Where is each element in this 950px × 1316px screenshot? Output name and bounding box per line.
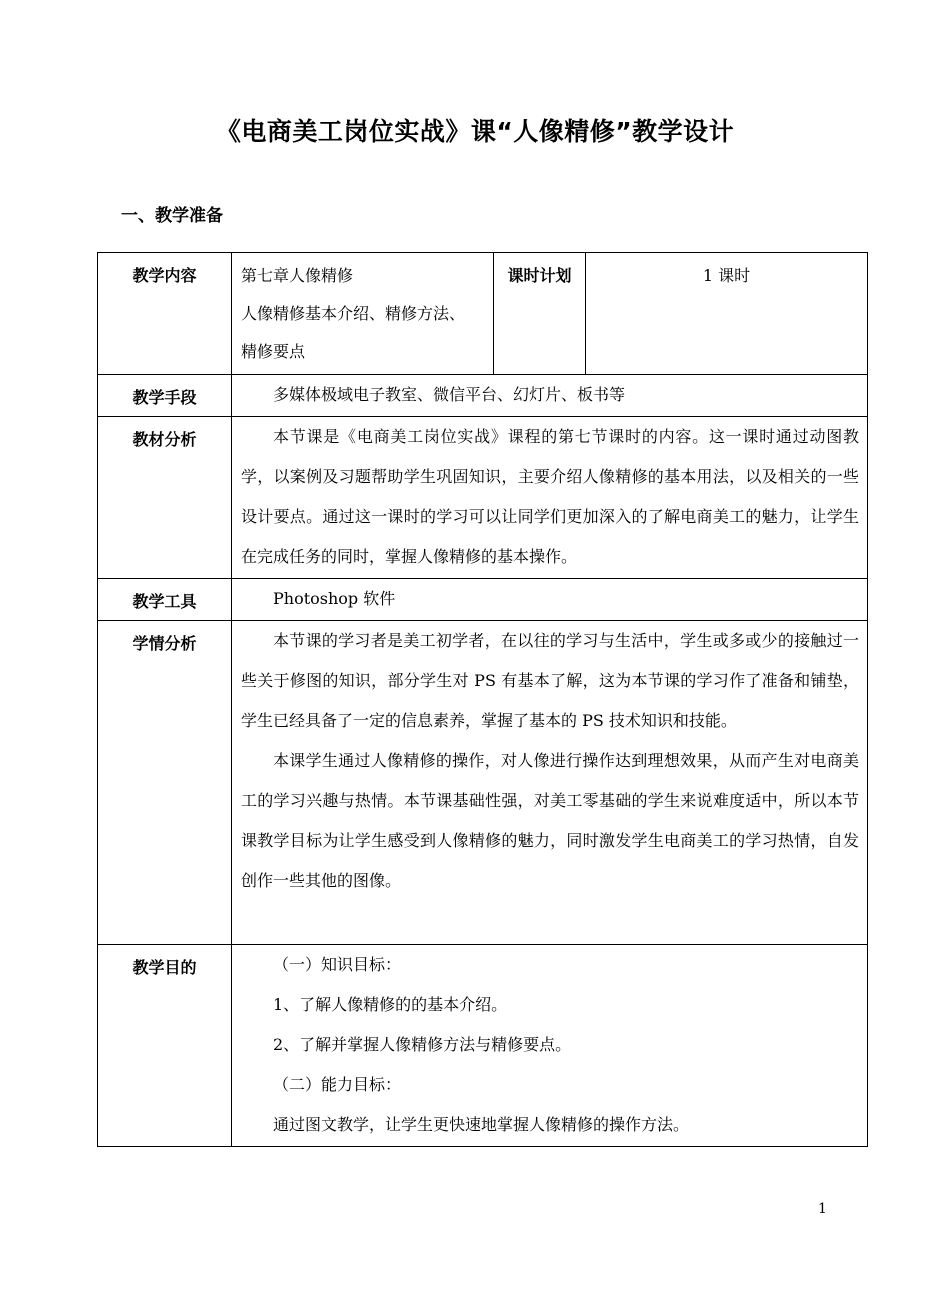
row-means bbox=[98, 375, 868, 417]
material-text: 本节课是《电商美工岗位实战》课程的第七节课时的内容。这一课时通过动图教学，以案例及习题帮助学生巩固知识，主要介绍人像精修的基本用法，以及相关的一些设计要点。通过这一课时的学习可以让同学们更加深入的了解电商美工的魅力，让学生在完成任务的同时，掌握人像精修的基本操作。 bbox=[232, 417, 868, 579]
content-cell bbox=[232, 253, 494, 375]
teaching-plan-table bbox=[97, 252, 868, 1147]
row-content bbox=[98, 253, 868, 375]
knowledge-heading: （一）知识目标： bbox=[273, 955, 402, 974]
label-goals: 教学目的 bbox=[98, 945, 232, 1147]
goal-item-1: 1、了解人像精修的的基本介绍。 bbox=[273, 995, 508, 1014]
label-means: 教学手段 bbox=[98, 375, 232, 417]
means-text: 多媒体极域电子教室、微信平台、幻灯片、板书等 bbox=[232, 375, 868, 417]
content-line-1: 第七章人像精修 bbox=[241, 266, 354, 285]
students-para-2: 本课学生通过人像精修的操作，对人像进行操作达到理想效果，从而产生对电商美工的学习兴趣与热情。本节课基础性强，对美工零基础的学生来说难度适中，所以本节课教学目标为让学生感受到人像精修的魅力，同时激发学生电商美工的学习热情，自发创作一些其他的图像。 bbox=[241, 751, 859, 890]
label-plan: 课时计划 bbox=[494, 253, 586, 375]
row-material bbox=[98, 417, 868, 579]
ability-heading: （二）能力目标： bbox=[273, 1075, 402, 1094]
ability-text: 通过图文教学，让学生更快速地掌握人像精修的操作方法。 bbox=[273, 1115, 690, 1134]
label-content: 教学内容 bbox=[98, 253, 232, 375]
plan-value: 1 课时 bbox=[586, 253, 868, 375]
row-students bbox=[98, 621, 868, 945]
content-line-2: 人像精修基本介绍、精修方法、 bbox=[241, 304, 466, 323]
content-line-3: 精修要点 bbox=[241, 342, 306, 361]
row-goals bbox=[98, 945, 868, 1147]
students-para-1: 本节课的学习者是美工初学者，在以往的学习与生活中，学生或多或少的接触过一些关于修图的知识，部分学生对 PS 有基本了解，这为本节课的学习作了准备和铺垫，学生已经具备了一定的信息素养，掌握了基本的 PS 技术知识和技能。 bbox=[241, 631, 859, 730]
goals-cell bbox=[232, 945, 868, 1147]
students-cell bbox=[232, 621, 868, 945]
label-material: 教材分析 bbox=[98, 417, 232, 579]
label-students: 学情分析 bbox=[98, 621, 232, 945]
page-number: 1 bbox=[818, 1201, 827, 1217]
label-tools: 教学工具 bbox=[98, 579, 232, 621]
section-heading: 一、教学准备 bbox=[121, 206, 223, 226]
row-tools bbox=[98, 579, 868, 621]
goal-item-2: 2、了解并掌握人像精修方法与精修要点。 bbox=[273, 1035, 572, 1054]
tools-text: Photoshop 软件 bbox=[232, 579, 868, 621]
document-title: 《电商美工岗位实战》课“人像精修”教学设计 bbox=[215, 117, 735, 146]
